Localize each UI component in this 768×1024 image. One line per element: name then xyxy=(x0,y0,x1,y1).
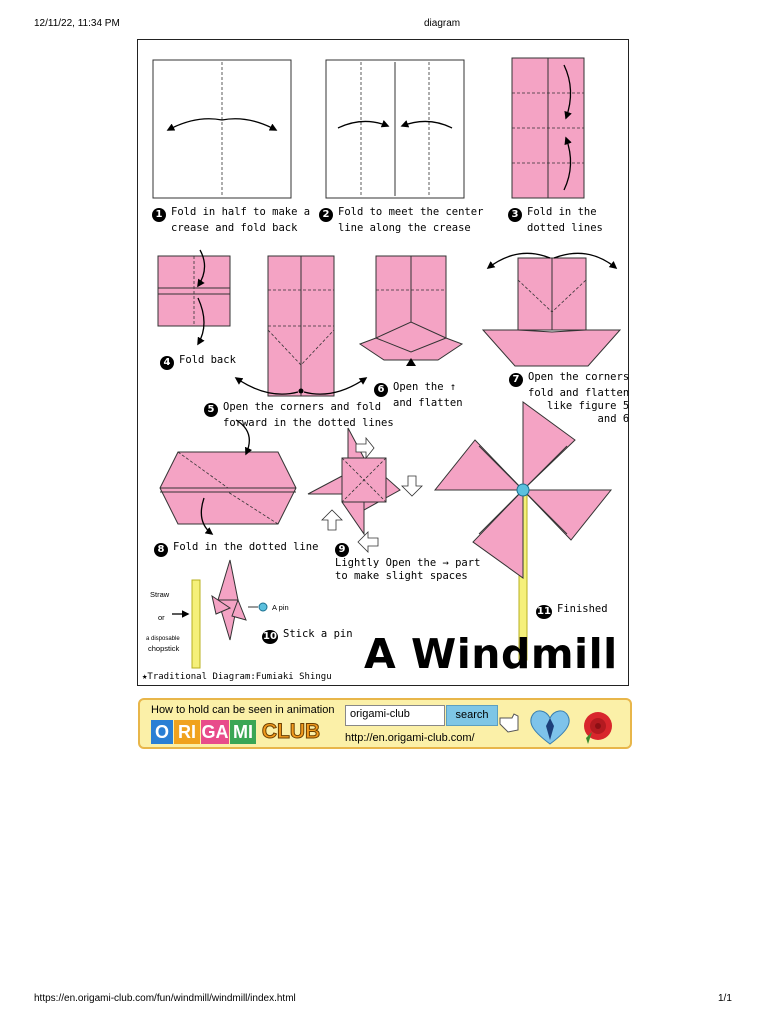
diagram-credit: ★Traditional Diagram:Fumiaki Shingu xyxy=(142,672,332,682)
logo-letter-ri: RI xyxy=(174,720,200,744)
step-8-line-1: Fold in the dotted line xyxy=(173,541,319,553)
step-4-caption xyxy=(160,354,236,370)
step-9-caption xyxy=(335,541,480,583)
step-6-line-1: Open the ↑ xyxy=(393,381,457,393)
step-2-number: 2 xyxy=(319,208,333,222)
logo-letter-mi: MI xyxy=(230,720,256,744)
step-3-line-1: Fold in the xyxy=(527,206,597,218)
step-2-line-2: line along the crease xyxy=(338,222,471,234)
step-2-caption xyxy=(319,206,483,235)
step-6-boat xyxy=(360,322,462,360)
step-10-line-1: Stick a pin xyxy=(283,628,353,640)
logo-club: CLUB xyxy=(261,720,321,743)
step-5-number: 5 xyxy=(204,403,218,417)
step-1-line-2: crease and fold back xyxy=(171,222,298,234)
step-10-straw xyxy=(192,580,200,668)
step-4-line-1: Fold back xyxy=(179,354,236,366)
animation-hint[interactable]: How to hold can be seen in animation xyxy=(151,704,335,716)
step-7-line-1: Open the corners xyxy=(528,371,630,383)
step-5-dot xyxy=(299,389,304,394)
finished-blade-right xyxy=(523,490,611,540)
finished-blade-left xyxy=(435,440,523,490)
step-9-line-2: to make slight spaces xyxy=(335,570,468,582)
step-10-caption xyxy=(262,628,353,644)
step-7-line-4: and 6 xyxy=(597,413,630,425)
step-7-line-2: fold and flatten xyxy=(528,387,630,399)
step-9-hollow-arrow-2 xyxy=(402,476,422,496)
finished-pin-head xyxy=(517,484,529,496)
step-4-number: 4 xyxy=(160,356,174,370)
pointer-hand-icon xyxy=(500,714,518,732)
step-9-line-1: Lightly Open the → part xyxy=(335,557,481,569)
diagram-title: A Windmill xyxy=(364,630,618,678)
step-7-base xyxy=(483,330,620,366)
print-page-number: 1/1 xyxy=(718,993,732,1004)
step-11-line-1: Finished xyxy=(557,603,608,615)
or-label: or xyxy=(158,613,165,622)
step-3-number: 3 xyxy=(508,208,522,222)
step-9-number: 9 xyxy=(335,543,349,557)
diagram-frame xyxy=(137,39,629,686)
site-url-link[interactable]: http://en.origami-club.com/ xyxy=(345,732,475,744)
step-10-number: 10 xyxy=(263,631,277,642)
step-1-line-1: Fold in half to make a xyxy=(171,206,311,218)
search-input[interactable]: origami-club xyxy=(345,705,445,726)
print-date: 12/11/22, 11:34 PM xyxy=(34,18,120,29)
logo-letter-ga: GA xyxy=(201,722,229,742)
chopstick-label-1: a disposable xyxy=(146,636,180,642)
step-5-line-2: forward in the dotted lines xyxy=(223,417,394,429)
straw-label: Straw xyxy=(150,590,170,599)
step-10-blade-top xyxy=(218,560,238,600)
step-5-caption xyxy=(204,401,394,430)
finished-blade-bottom xyxy=(473,490,523,578)
step-10-pin-head xyxy=(259,603,267,611)
print-url: https://en.origami-club.com/fun/windmill/windmill/index.html xyxy=(34,993,296,1004)
step-6-number: 6 xyxy=(374,383,388,397)
step-9-hollow-arrow-3 xyxy=(322,510,342,530)
print-title: diagram xyxy=(424,18,461,29)
step-3-line-2: dotted lines xyxy=(527,222,603,234)
logo-letter-o: O xyxy=(151,720,173,744)
step-1-number: 1 xyxy=(152,208,166,222)
step-2-line-1: Fold to meet the center xyxy=(338,206,484,218)
chopstick-label-2: chopstick xyxy=(148,644,180,653)
step-1-caption xyxy=(152,206,310,235)
step-11-number: 11 xyxy=(537,606,551,617)
step-6-line-2: and flatten xyxy=(393,397,463,409)
step-7-number: 7 xyxy=(509,373,523,387)
step-11-caption xyxy=(536,603,608,619)
step-8-caption xyxy=(154,541,318,557)
step-5-line-1: Open the corners and fold xyxy=(223,401,382,413)
search-button[interactable]: search xyxy=(446,705,498,726)
step-7-caption xyxy=(509,371,629,426)
step-3-caption xyxy=(508,206,603,235)
banner-thumbnails xyxy=(498,704,626,748)
pin-label: A pin xyxy=(272,603,289,612)
heart-shirt-thumbnail[interactable] xyxy=(531,711,569,744)
step-7-line-3: like figure 5 xyxy=(546,400,630,412)
step-6-caption xyxy=(374,381,463,410)
origami-club-logo[interactable] xyxy=(151,720,326,746)
rose-thumbnail[interactable] xyxy=(584,712,612,744)
step-8-number: 8 xyxy=(154,543,168,557)
origami-club-banner[interactable] xyxy=(138,698,632,749)
